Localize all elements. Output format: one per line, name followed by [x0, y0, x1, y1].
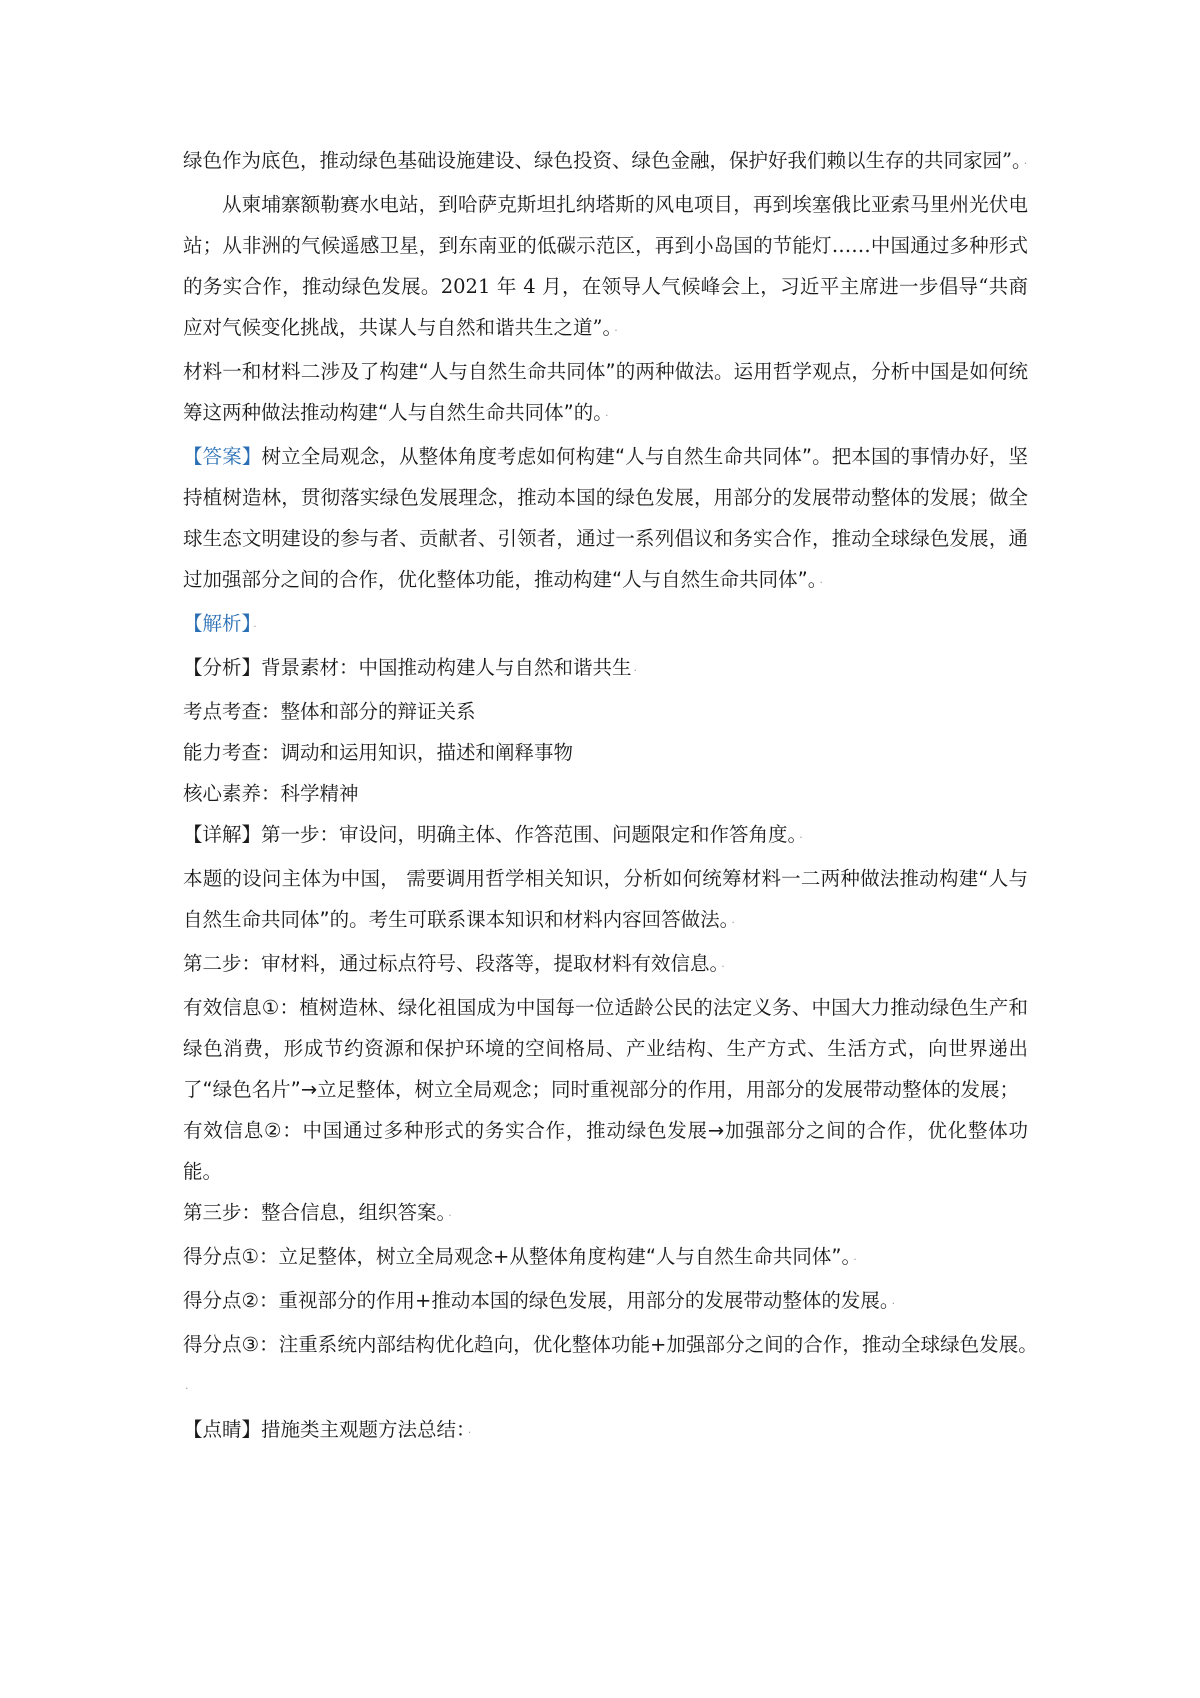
analysis-text: 有效信息②：中国通过多种形式的务实合作，推动绿色发展→加强部分之间的合作，优化整体功能。 [183, 1119, 1028, 1183]
analysis-text: 第三步：整合信息，组织答案。 [183, 1201, 447, 1224]
paragraph-mark: · [853, 1253, 857, 1266]
analysis-line [183, 773, 1028, 814]
analysis-line [183, 1110, 1028, 1192]
analysis-line [183, 858, 1028, 943]
analysis-text: 核心素养：科学精神 [183, 782, 359, 805]
analysis-heading [183, 603, 1028, 647]
paragraph-mark: · [819, 576, 823, 589]
analysis-tag: 【解析】 [183, 612, 252, 635]
analysis-text: 能力考查：调动和运用知识，描述和阐释事物 [183, 741, 574, 764]
analysis-text: 得分点③：注重系统内部结构优化趋向，优化整体功能+加强部分之间的合作，推动全球绿色发展。 [183, 1333, 1028, 1356]
material-text: 绿色作为底色，推动绿色基础设施建设、绿色投资、绿色金融，保护好我们赖以生存的共同家园”。 [183, 149, 1022, 172]
analysis-line [183, 1236, 1028, 1280]
analysis-line [183, 1192, 1028, 1236]
paragraph-mark: · [731, 916, 735, 929]
material-text: 从柬埔寨额勒赛水电站，到哈萨克斯坦扎纳塔斯的风电项目，再到埃塞俄比亚索马里州光伏电站；从非洲的气候遥感卫星，到东南亚的低碳示范区，再到小岛国的节能灯……中国通过多种形式的务实合作，推动绿色发展。2021 年 4 月，在领导人气候峰会上，习近平主席进一步倡导“共商应对气候变化挑战，共谋人与自然和谐共生之道”。 [183, 193, 1028, 339]
question-text: 材料一和材料二涉及了构建“人与自然生命共同体”的两种做法。运用哲学观点，分析中国是如何统筹这两种做法推动构建“人与自然生命共同体”的。 [183, 360, 1028, 424]
analysis-line [183, 691, 1028, 732]
paragraph-mark: · [604, 409, 609, 422]
paragraph-mark: · [185, 1382, 189, 1395]
analysis-text: 有效信息①：植树造林、绿化祖国成为中国每一位适龄公民的法定义务、中国大力推动绿色生产和绿色消费，形成节约资源和保护环境的空间格局、产业结构、生产方式、生活方式，向世界递出了“绿色名片”→立足整体，树立全局观念；同时重视部分的作用，用部分的发展带动整体的发展； [183, 996, 1028, 1101]
analysis-text: 本题的设问主体为中国， 需要调用哲学相关知识，分析如何统筹材料一二两种做法推动构建“人与自然生命共同体”的。考生可联系课本知识和材料内容回答做法。 [183, 867, 1028, 931]
analysis-line [183, 1324, 1028, 1409]
analysis-line [183, 647, 1028, 691]
paragraph-mark: · [721, 960, 725, 973]
question-paragraph [183, 351, 1028, 436]
analysis-line [183, 987, 1028, 1110]
analysis-line [183, 1409, 1028, 1453]
analysis-line [183, 1280, 1028, 1324]
paragraph-mark: · [1023, 157, 1028, 170]
answer-paragraph [183, 436, 1028, 603]
analysis-text: 第二步：审材料，通过标点符号、段落等，提取材料有效信息。 [183, 952, 720, 975]
paragraph-mark: · [448, 1209, 452, 1222]
analysis-text: 得分点①：立足整体，树立全局观念+从整体角度构建“人与自然生命共同体”。 [183, 1245, 852, 1268]
answer-tag: 【答案】 [183, 445, 262, 468]
material-paragraph-2 [183, 184, 1028, 351]
analysis-text: 考点考查：整体和部分的辩证关系 [183, 700, 476, 723]
answer-text: 树立全局观念，从整体角度考虑如何构建“人与自然生命共同体”。把本国的事情办好，坚持植树造林，贯彻落实绿色发展理念，推动本国的绿色发展，用部分的发展带动整体的发展；做全球生态文明建设的参与者、贡献者、引领者，通过一系列倡议和务实合作，推动全球绿色发展，通过加强部分之间的合作，优化整体功能，推动构建“人与自然生命共同体”。 [183, 445, 1028, 591]
analysis-text: 得分点②：重视部分的作用+推动本国的绿色发展，用部分的发展带动整体的发展。 [183, 1289, 890, 1312]
paragraph-mark: · [633, 664, 638, 677]
analysis-line [183, 943, 1028, 987]
analysis-line [183, 732, 1028, 773]
paragraph-mark: · [467, 1426, 472, 1439]
analysis-text: 【详解】第一步：审设问，明确主体、作答范围、问题限定和作答角度。 [183, 823, 798, 846]
analysis-text: 【分析】背景素材：中国推动构建人与自然和谐共生 [183, 656, 632, 679]
paragraph-mark: · [253, 620, 257, 633]
paragraph-mark: · [614, 324, 618, 337]
analysis-text: 【点睛】措施类主观题方法总结： [183, 1418, 466, 1441]
analysis-line [183, 814, 1028, 858]
paragraph-mark: · [891, 1297, 896, 1310]
material-paragraph-1 [183, 140, 1028, 184]
document-body [183, 140, 1028, 1453]
paragraph-mark: · [799, 831, 803, 844]
